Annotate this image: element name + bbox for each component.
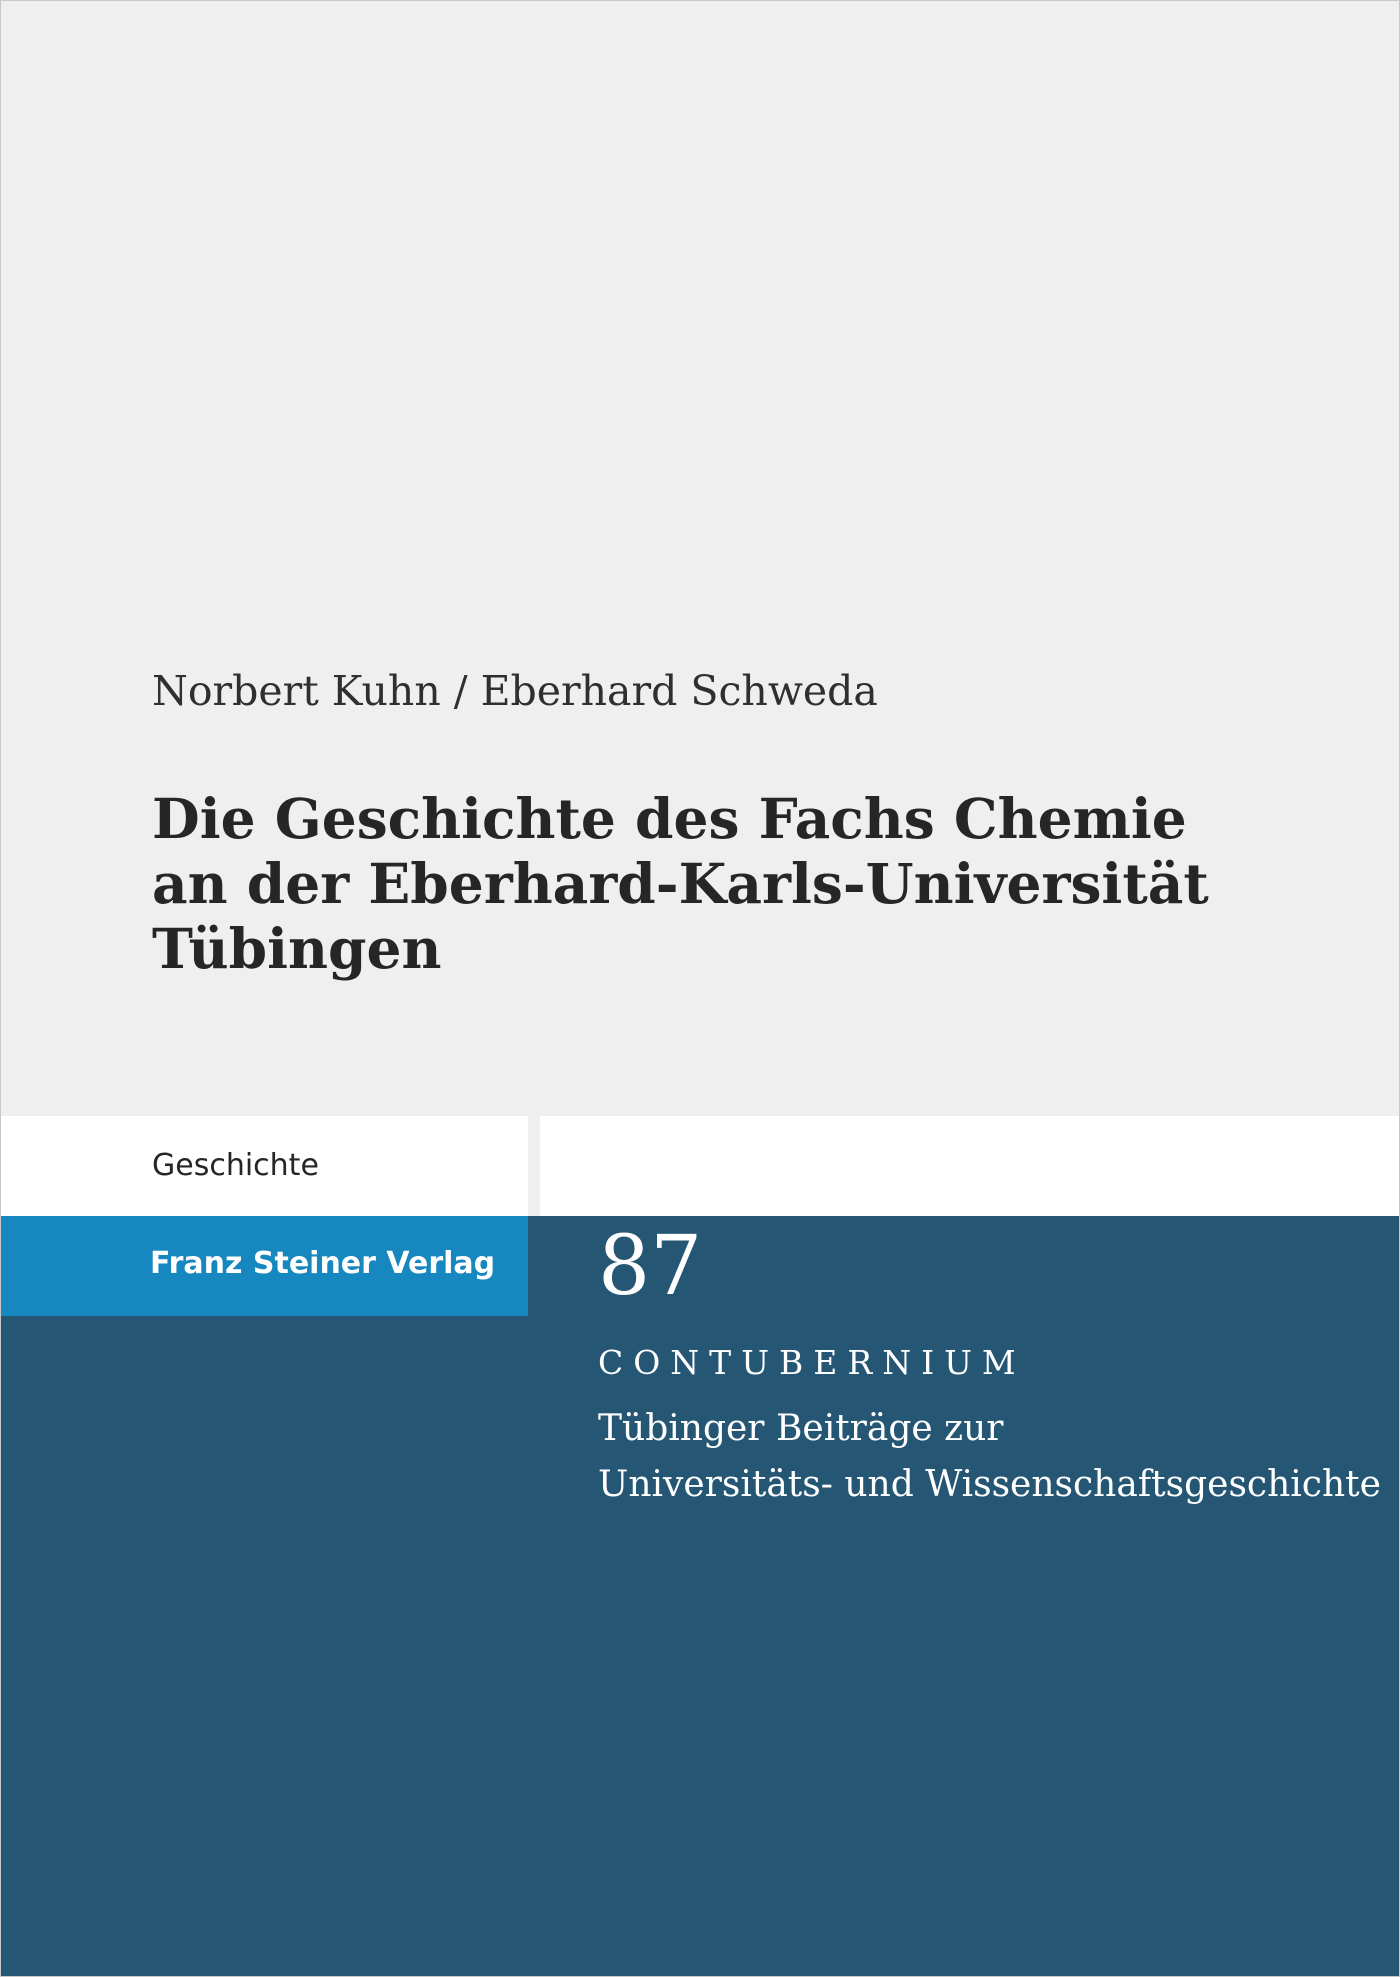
series-panel [1, 1216, 1400, 1977]
series-name: CONTUBERNIUM [598, 1343, 1026, 1382]
title-line: an der Eberhard-Karls-Universität [152, 851, 1209, 916]
band-divider [528, 1116, 540, 1216]
category-label: Geschichte [152, 1148, 319, 1183]
volume-number: 87 [598, 1219, 703, 1314]
author-names: Norbert Kuhn / Eberhard Schweda [152, 667, 878, 715]
publisher-name: Franz Steiner Verlag [150, 1246, 496, 1281]
title-line: Die Geschichte des Fachs Chemie [152, 786, 1187, 851]
series-subtitle [598, 1401, 1381, 1513]
book-title [152, 786, 1312, 981]
title-line: Tübingen [152, 916, 442, 981]
series-subtitle-line: Tübinger Beiträge zur [598, 1408, 1004, 1449]
right-white-band [540, 1116, 1400, 1216]
series-subtitle-line: Universitäts- und Wissenschaftsgeschichte [598, 1464, 1381, 1505]
